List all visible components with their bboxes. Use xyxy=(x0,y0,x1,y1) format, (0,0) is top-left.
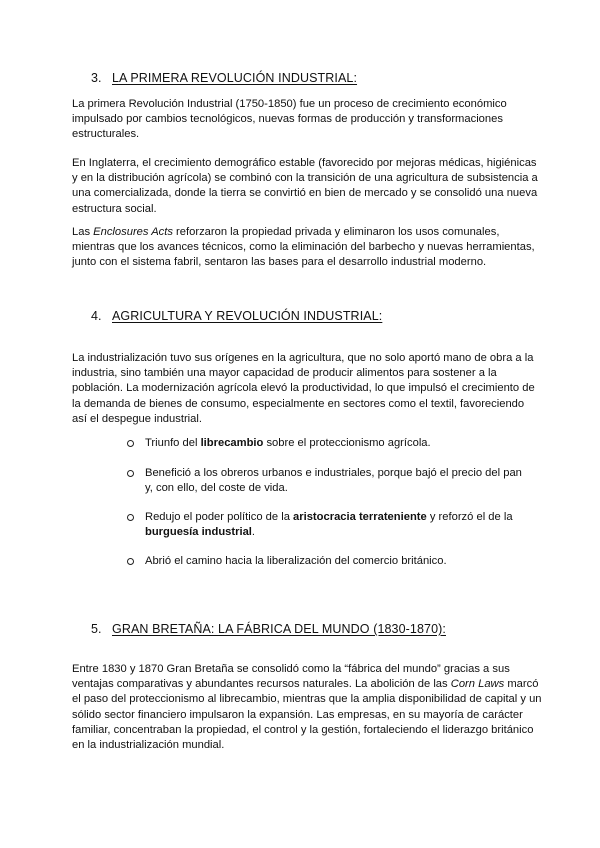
circle-bullet-icon xyxy=(127,558,134,565)
section-heading-4 xyxy=(91,309,382,323)
text-run: Las xyxy=(72,226,94,238)
section-number: 3. xyxy=(91,71,102,85)
bold-text: burguesía industrial xyxy=(145,526,252,539)
circle-bullet-icon xyxy=(127,514,134,521)
circle-bullet-icon xyxy=(127,470,134,477)
section-number: 4. xyxy=(91,309,102,323)
section-title: GRAN BRETAÑA: LA FÁBRICA DEL MUNDO (1830-1870): xyxy=(112,622,446,636)
circle-bullet-icon xyxy=(127,440,134,447)
text-run: marcó el paso del proteccionismo al librecambio, mientras que la amplia disponibilidad de capital y un sólido sector financiero impulsaron la expansión. Las empresas, en su mayoría de carácter familiar, concentraban la propiedad, el control y la gestión, fortaleciendo el liderazgo británico en la industrialización mundial. xyxy=(72,678,542,752)
paragraph: La industrialización tuvo sus orígenes en la agricultura, que no solo aportó mano de obra a la industria, sino también una mayor capacidad de producir alimentos para sostener a la población. La modernización agrícola elevó la productividad, lo que impulsó el crecimiento de la demanda de bienes de consumo, especialmente en sectores como el textil, favoreciendo así el despegue industrial. xyxy=(72,352,535,425)
bold-text: aristocracia terrateniente xyxy=(293,511,427,523)
section-number: 5. xyxy=(91,622,102,636)
text-run: Entre 1830 y 1870 Gran Bretaña se consolidó como la “fábrica del mundo” gracias a sus ventajas comparativas y abundantes recursos naturales. La abolición de las xyxy=(72,663,510,691)
bold-text: librecambio xyxy=(200,437,264,449)
text-run: reforzaron la propiedad privada y eliminaron los usos comunales, mientras que los avances técnicos, como la eliminación del barbecho y nuevas herramientas, junto con el sistema fabril, sentaron las bases para el desarrollo industrial moderno. xyxy=(72,226,535,269)
emphasis-text: Enclosures Acts xyxy=(93,226,173,238)
paragraph: La primera Revolución Industrial (1750-1850) fue un proceso de crecimiento económico impulsado por cambios tecnológicos, nuevas formas de producción y transformaciones estructurales. xyxy=(72,98,507,141)
section-heading-3 xyxy=(91,71,357,85)
emphasis-text: Corn Laws xyxy=(450,678,505,691)
section-heading-5 xyxy=(91,622,446,636)
paragraph xyxy=(72,662,542,753)
document-page: 3. LA PRIMERA REVOLUCIÓN INDUSTRIAL: La primera Revolución Industrial (1750-1850) fue un proceso de crecimiento económico impulsado por cambios tecnológicos, nuevas formas de producción y transformaciones estructurales. En Inglaterra, el crecimiento demográfico estable (favorecido por mejoras médicas, higiénicas y en la distribución agrícola) se combinó con la transición de una agricultura de subsistencia a una comercializada, donde la tierra se convirtió en bien de mercado y se consolidó una nueva estructura social. Las Enclosures Acts reforzaron la propiedad privada y eliminaron los usos comunales, mientras que los avances técnicos, como la eliminación del barbecho y nuevas herramientas, junto con el sistema fabril, sentaron las bases para el desarrollo industrial moderno. 4. AGRICULTURA Y REVOLUCIÓN INDUSTRIAL: La industrialización tuvo sus orígenes en la agricultura, que no solo aportó mano de obra a la industria, sino también una mayor capacidad de producir alimentos para sostener a la población. La modernización agrícola elevó la productividad, lo que impulsó el crecimiento de la demanda de bienes de consumo, especialmente en sectores como el textil, favoreciendo así el despegue industrial. Triunfo del librecambio sobre el proteccionismo agrícola. Benefició a los obreros urbanos e industriales, porque bajó el precio del pan y, con ello, del coste de vida. Redujo el poder político de la aristocracia terrateniente y reforzó el de la burguesía industrial. Abrió el camino hacia la liberalización del comercio británico. 5. GRAN BRETAÑA: LA FÁBRICA DEL MUNDO (1830-1870): Entre 1830 y 1870 Gran Bretaña se consolidó como la “fábrica del mundo” gracias a sus ventajas comparativas y abundantes recursos naturales. La abolición de las Corn Laws marcó el paso del proteccionismo al librecambio, mientras que la amplia disponibilidad de capital y un sólido sector financiero impulsaron la expansión. Las empresas, en su mayoría de carácter familiar, concentraban la propiedad, el control y la gestión, fortaleciendo el liderazgo británico en la industrialización mundial. xyxy=(0,0,600,848)
section-title: AGRICULTURA Y REVOLUCIÓN INDUSTRIAL: xyxy=(112,309,383,323)
paragraph: En Inglaterra, el crecimiento demográfico estable (favorecido por mejoras médicas, higiénicas y en la distribución agrícola) se combinó con la transición de una agricultura de subsistencia a una comercializada, donde la tierra se convirtió en bien de mercado y se consolidó una nueva estructura social. xyxy=(72,157,538,215)
paragraph xyxy=(72,225,542,271)
section-title: LA PRIMERA REVOLUCIÓN INDUSTRIAL: xyxy=(112,71,358,85)
